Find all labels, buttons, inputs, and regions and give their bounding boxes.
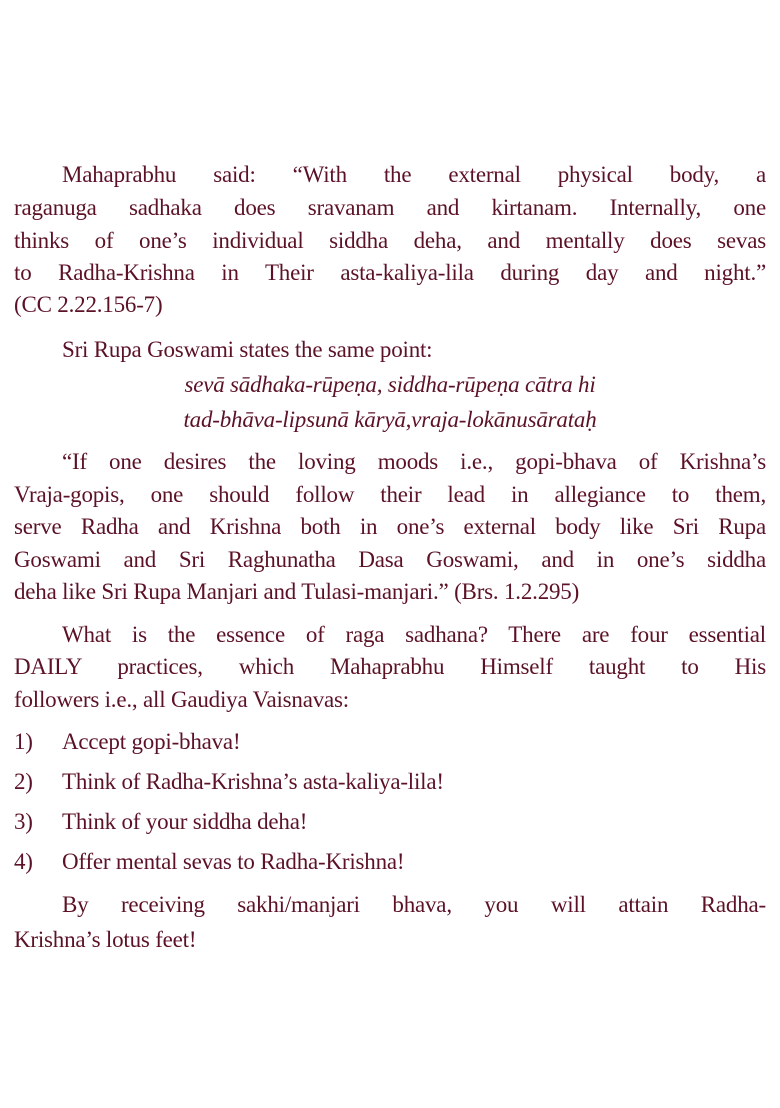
text-line: Mahaprabhu said: “With the external physical body, a (62, 162, 766, 187)
list-item (14, 766, 766, 798)
text-line: Vraja-gopis, one should follow their lead in allegiance to them, (14, 482, 766, 507)
text-line: “If one desires the loving moods i.e., gopi-bhava of Krishna’s (62, 449, 766, 474)
text-line: Krishna’s lotus feet! (14, 927, 197, 952)
list-text: Think of your siddha deha! (62, 809, 308, 834)
text-line: What is the essence of raga sadhana? There are four essential (62, 622, 766, 647)
text-line: By receiving sakhi/manjari bhava, you will attain Radha- (62, 892, 766, 917)
text-line: serve Radha and Krishna both in one’s external body like Sri Rupa (14, 514, 766, 539)
list-number: 3) (14, 809, 33, 834)
text-line: DAILY practices, which Mahaprabhu Himself taught to His (14, 654, 766, 679)
list-text: Think of Radha-Krishna’s asta-kaliya-lila! (62, 769, 444, 794)
list-item (14, 846, 766, 878)
text-line: (CC 2.22.156-7) (14, 292, 163, 317)
text-line: thinks of one’s individual siddha deha, and mentally does sevas (14, 228, 766, 253)
list-number: 2) (14, 769, 33, 794)
list-item (14, 726, 766, 758)
text-line: Goswami and Sri Raghunatha Dasa Goswami, and in one’s siddha (14, 547, 766, 572)
list-number: 4) (14, 849, 33, 874)
list-item (14, 806, 766, 838)
verse-line: tad-bhāva-lipsunā kāryā,vraja-lokānusārataḥ (183, 407, 597, 432)
paragraph-rupa-goswami: Sri Rupa Goswami states the same point: (62, 337, 433, 362)
text-line: raganuga sadhaka does sravanam and kirtanam. Internally, one (14, 195, 766, 220)
text-line: to Radha-Krishna in Their asta-kaliya-lila during day and night.” (14, 260, 766, 285)
list-text: Offer mental sevas to Radha-Krishna! (62, 849, 405, 874)
text-line: deha like Sri Rupa Manjari and Tulasi-manjari.” (Brs. 1.2.295) (14, 579, 580, 604)
text-line: followers i.e., all Gaudiya Vaisnavas: (14, 687, 349, 712)
list-number: 1) (14, 729, 33, 754)
verse-line: sevā sādhaka-rūpeṇa, siddha-rūpeṇa cātra hi (184, 372, 596, 397)
list-text: Accept gopi-bhava! (62, 729, 241, 754)
